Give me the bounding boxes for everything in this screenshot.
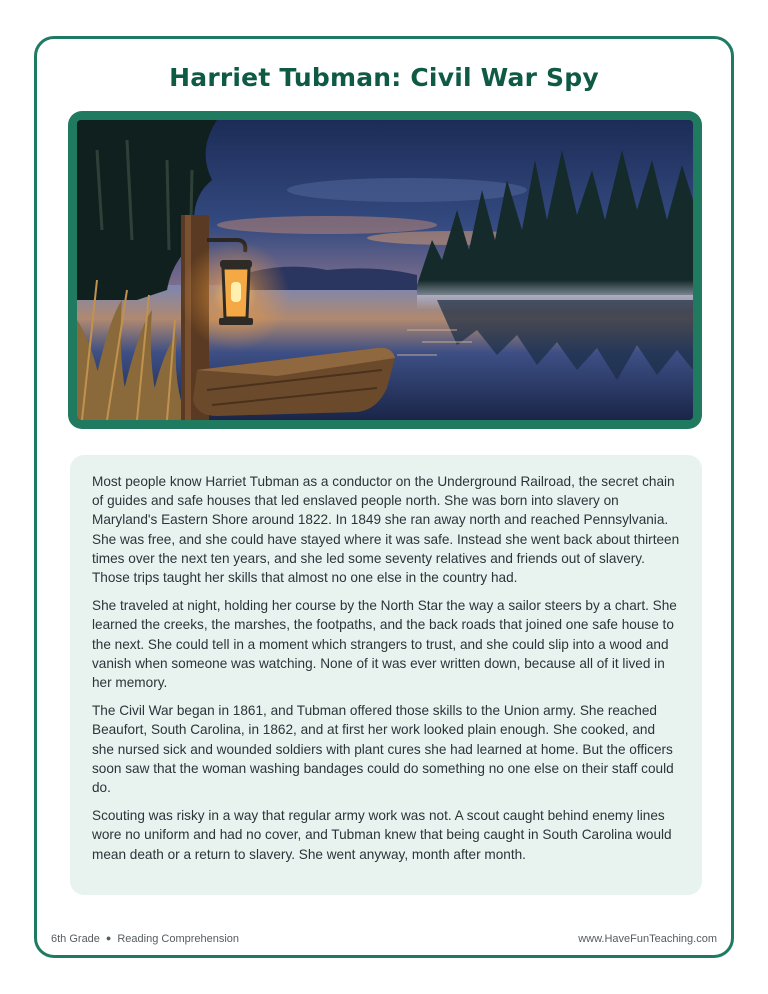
paragraph-2: She traveled at night, holding her course by the North Star the way a sailor steers by a chart. She learned the creeks, the marshes, the footpaths, and the back roads that joined one safe house to the next. She could tell in a moment which strangers to trust, and she could slip into a wood and vanish when someone was watching. None of it was ever written down, because all of it lived in her memory. (92, 598, 677, 691)
paragraph-3: The Civil War began in 1861, and Tubman offered those skills to the Union army. She reached Beaufort, South Carolina, in 1862, and at first her work looked plain enough. She cooked, and she nursed sick and wounded soldiers with plant cures she had learned at home. But the officers soon saw that the woman washing bandages could do something no one else on their staff could do. (92, 703, 674, 796)
bullet-dot-icon: ● (105, 933, 112, 943)
worksheet-page (34, 36, 734, 958)
illustration-frame (68, 111, 702, 429)
page-title: Harriet Tubman: Civil War Spy (169, 63, 599, 92)
reading-passage (70, 455, 702, 895)
footer-grade-subject (51, 933, 239, 945)
footer-subject: Reading Comprehension (117, 933, 240, 945)
footer-grade: 6th Grade (51, 933, 100, 945)
lantern-boat-river-scene-icon (77, 120, 693, 420)
paragraph-1: Most people know Harriet Tubman as a conductor on the Underground Railroad, the secret chain of guides and safe houses that led enslaved people north. She was born into slavery on Maryland's Eastern Shore around 1822. In 1849 she ran away north and reached Pennsylvania. She was free, and she could have stayed where it was safe. Instead she went back about thirteen times over the next ten years, and she led some seventy relatives and friends out of slavery. Those trips taught her skills that almost no one else in the country had. (92, 474, 680, 586)
footer-website[interactable]: www.HaveFunTeaching.com (578, 933, 717, 945)
paragraph-4: Scouting was risky in a way that regular army work was not. A scout caught behind enemy lines wore no uniform and had no cover, and Tubman knew that being caught in South Carolina would mean death or a return to slavery. She went anyway, month after month. (92, 808, 672, 862)
